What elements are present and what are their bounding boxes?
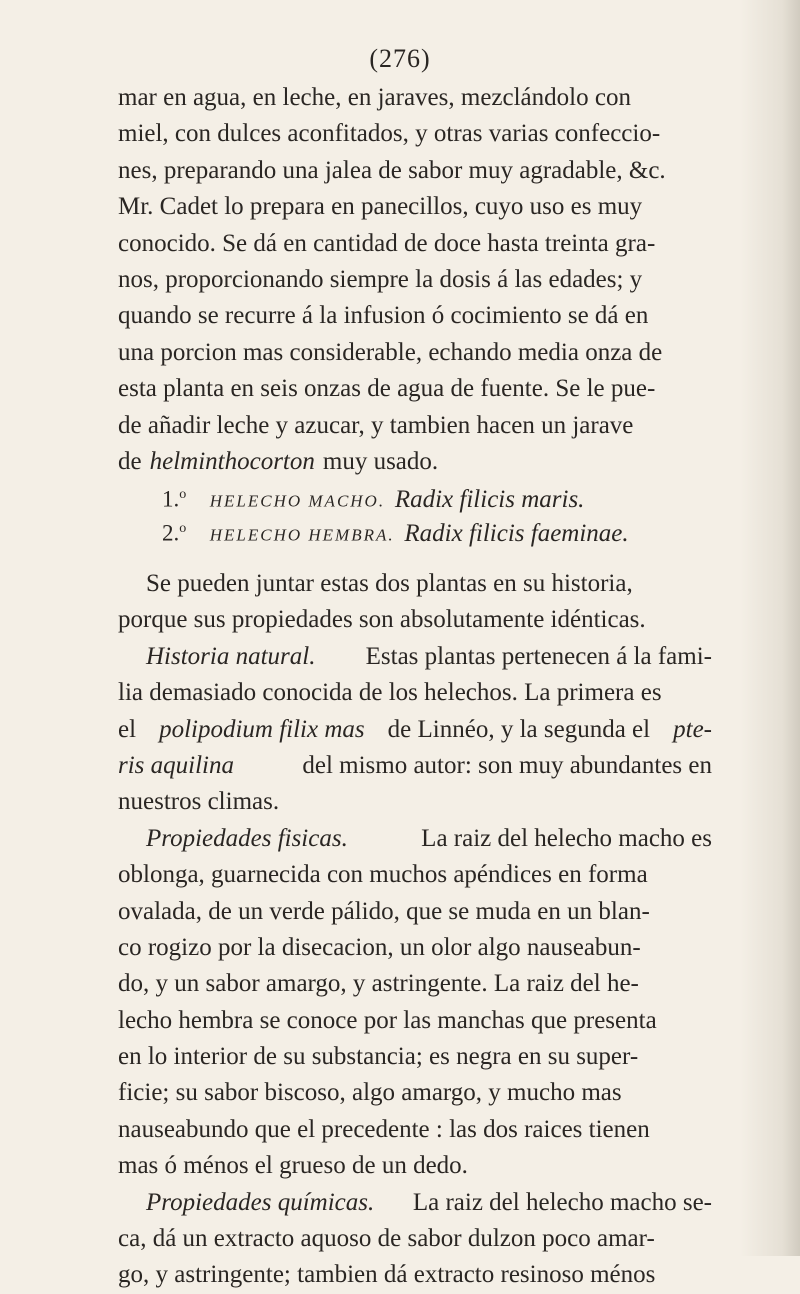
text-line: oblonga, guarnecida con muchos apéndices en forma — [118, 861, 648, 889]
text-line — [118, 1185, 712, 1221]
text-line: nos, proporcionando siempre la dosis á las edades; y — [118, 265, 643, 293]
heading-name: HELECHO HEMBRA. — [209, 525, 395, 545]
page-number: (276) — [369, 44, 431, 73]
heading-number: 1.$^o$ — [162, 486, 187, 512]
text-line: Mr. Cadet lo prepara en panecillos, cuyo uso es muy — [118, 193, 643, 221]
heading-latin: Radix filicis faeminae. — [404, 519, 629, 547]
text-line: miel, con dulces aconfitados, y otras varias confeccio- — [118, 120, 661, 148]
heading-row — [162, 478, 629, 512]
heading-row — [162, 512, 629, 546]
text-line: una porcion mas considerable, echando media onza de — [118, 338, 663, 366]
italic-term: Propiedades fisicas. — [146, 824, 348, 852]
italic-term: pte- — [673, 715, 712, 743]
text-line: lecho hembra se conoce por las manchas que presenta — [118, 1006, 657, 1034]
text-line: de añadir leche y azucar, y tambien hacen un jarave — [118, 411, 634, 439]
text-run: de Linnéo, y la segunda el — [387, 715, 651, 743]
page-edge-shadow — [740, 0, 800, 1256]
text-run: Estas plantas pertenecen á la fami- — [365, 642, 712, 670]
italic-term: ris aquilina — [118, 751, 234, 779]
text-line — [118, 712, 712, 748]
text-line: porque sus propiedades son absolutamente idénticas. — [118, 606, 646, 634]
text-run: La raiz del helecho macho es — [421, 824, 712, 852]
text-run: el — [118, 715, 137, 743]
text-line: lia demasiado conocida de los helechos. La primera es — [118, 679, 662, 707]
italic-term: polipodium filix mas — [159, 715, 365, 743]
paragraph-1 — [118, 80, 712, 480]
text-run: muy usado. — [322, 447, 439, 475]
text-run: del mismo autor: son muy abundantes en — [302, 751, 712, 779]
heading-name: HELECHO MACHO. — [209, 491, 386, 511]
text-line: do, y un sabor amargo, y astringente. La raiz del he- — [118, 970, 639, 998]
text-line: ovalada, de un verde pálido, que se muda en un blan- — [118, 897, 650, 925]
text-line: nuestros climas. — [118, 788, 280, 816]
text-line: en lo interior de su substancia; es negra en su super- — [118, 1043, 639, 1071]
text-line: ficie; su sabor biscoso, algo amargo, y mucho mas — [118, 1079, 622, 1107]
italic-term: Propiedades químicas. — [146, 1188, 375, 1216]
heading-latin: Radix filicis maris. — [394, 485, 585, 513]
text-line: nes, preparando una jalea de sabor muy agradable, &c. — [118, 156, 666, 184]
text-line: conocido. Se dá en cantidad de doce hasta treinta gra- — [118, 229, 656, 257]
italic-term: helminthocorton — [149, 447, 315, 475]
text-line: Se pueden juntar estas dos plantas en su historia, — [146, 570, 633, 597]
text-line: esta planta en seis onzas de agua de fuente. Se le pue- — [118, 375, 656, 403]
text-line — [118, 821, 712, 857]
text-line: nauseabundo que el precedente : las dos raices tienen — [118, 1115, 650, 1143]
text-line — [118, 639, 712, 675]
text-line: mas ó ménos el grueso de un dedo. — [118, 1152, 468, 1180]
text-run: La raiz del helecho macho se- — [412, 1188, 712, 1216]
text-line: co rogizo por la disecacion, un olor algo nauseabun- — [118, 933, 641, 961]
section-headings — [162, 478, 629, 546]
heading-number: 2.$^o$ — [162, 520, 187, 546]
text-line: mar en agua, en leche, en jaraves, mezclándolo con — [118, 84, 631, 111]
text-line: go, y astringente; tambien dá extracto resinoso ménos — [118, 1261, 656, 1289]
text-run: de — [118, 447, 142, 475]
text-line — [118, 748, 712, 784]
text-line: ca, dá un extracto aquoso de sabor dulzon poco amar- — [118, 1225, 655, 1253]
text-line-last — [118, 444, 712, 480]
italic-term: Historia natural. — [146, 642, 316, 670]
text-line: quando se recurre á la infusion ó cocimiento se dá en — [118, 302, 649, 330]
body-text — [118, 566, 712, 1294]
